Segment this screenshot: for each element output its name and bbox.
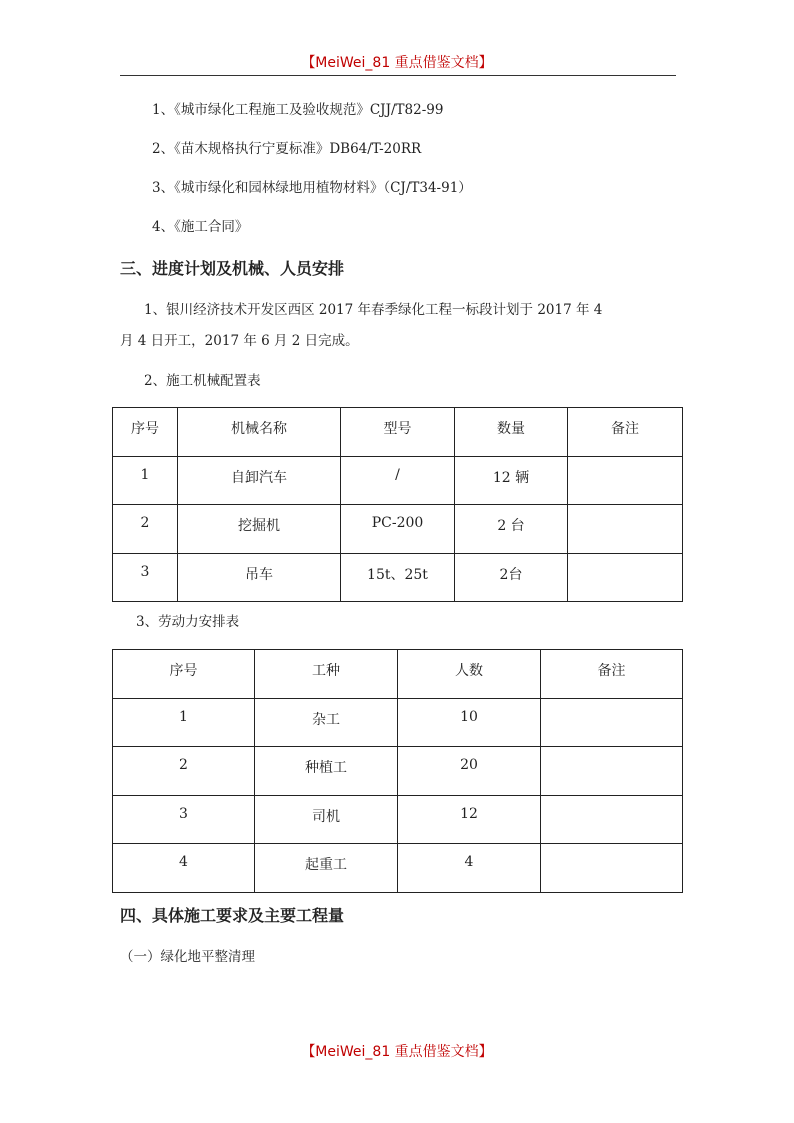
reference-item: 4、《施工合同》 — [152, 219, 249, 235]
table-cell: 挖掘机 — [178, 505, 341, 554]
table-cell: 种植工 — [255, 747, 398, 796]
table-cell: 吊车 — [178, 553, 341, 602]
reference-item: 2、《苗木规格执行宁夏标准》DB64/T-20RR — [152, 141, 422, 157]
table-cell: 10 — [398, 698, 541, 747]
table-row — [113, 747, 683, 796]
header-watermark: 【MeiWei_81 重点借鉴文档】 — [301, 55, 493, 71]
labor-table — [112, 649, 683, 893]
machine-table — [112, 407, 683, 602]
table-cell: 2 台 — [455, 505, 568, 554]
paragraph-line: 月 4 日开工，2017 年 6 月 2 日完成。 — [120, 333, 359, 349]
table-cell: 4 — [398, 844, 541, 893]
table-header-cell: 机械名称 — [178, 408, 341, 457]
table-cell: 15t、25t — [341, 553, 455, 602]
table-cell: 2 — [113, 505, 178, 554]
paragraph-line: 1、银川经济技术开发区西区 2017 年春季绿化工程一标段计划于 2017 年 4 — [144, 302, 603, 318]
table-cell: 1 — [113, 456, 178, 505]
table-cell: 3 — [113, 553, 178, 602]
table-cell: 杂工 — [255, 698, 398, 747]
table-cell — [568, 505, 683, 554]
table-cell: 1 — [113, 698, 255, 747]
table-cell: 2台 — [455, 553, 568, 602]
table-row — [113, 795, 683, 844]
table-cell: 3 — [113, 795, 255, 844]
subsection-heading: （一）绿化地平整清理 — [120, 949, 255, 965]
table-cell — [541, 698, 683, 747]
table-header-cell: 工种 — [255, 650, 398, 699]
table-row — [113, 505, 683, 554]
table-cell: 12 辆 — [455, 456, 568, 505]
table-cell: 起重工 — [255, 844, 398, 893]
table-cell — [541, 844, 683, 893]
table-header-cell: 序号 — [113, 650, 255, 699]
section-heading: 三、进度计划及机械、人员安排 — [120, 259, 345, 278]
table-header-cell: 数量 — [455, 408, 568, 457]
header-rule — [120, 75, 676, 76]
table-cell: 4 — [113, 844, 255, 893]
table-header-cell: 序号 — [113, 408, 178, 457]
table-header-cell: 备注 — [568, 408, 683, 457]
table-caption: 2、施工机械配置表 — [144, 373, 261, 389]
table-cell: 2 — [113, 747, 255, 796]
table-row — [113, 698, 683, 747]
table-cell — [541, 747, 683, 796]
table-cell: 司机 — [255, 795, 398, 844]
table-row — [113, 553, 683, 602]
table-header-cell: 备注 — [541, 650, 683, 699]
table-cell — [541, 795, 683, 844]
table-row — [113, 844, 683, 893]
table-cell: PC-200 — [341, 505, 455, 554]
table-cell — [568, 553, 683, 602]
section-heading: 四、具体施工要求及主要工程量 — [120, 906, 345, 925]
table-cell: 20 — [398, 747, 541, 796]
table-cell: 12 — [398, 795, 541, 844]
table-row — [113, 456, 683, 505]
table-cell — [568, 456, 683, 505]
table-cell: / — [341, 456, 455, 505]
table-caption: 3、劳动力安排表 — [136, 614, 240, 630]
footer-watermark: 【MeiWei_81 重点借鉴文档】 — [301, 1044, 493, 1060]
table-header-cell: 人数 — [398, 650, 541, 699]
reference-item: 1、《城市绿化工程施工及验收规范》CJJ/T82-99 — [152, 102, 444, 118]
table-cell: 自卸汽车 — [178, 456, 341, 505]
table-header-row — [113, 408, 683, 457]
table-header-cell: 型号 — [341, 408, 455, 457]
table-header-row — [113, 650, 683, 699]
reference-item: 3、《城市绿化和园林绿地用植物材料》（CJ/T34-91） — [152, 180, 472, 196]
